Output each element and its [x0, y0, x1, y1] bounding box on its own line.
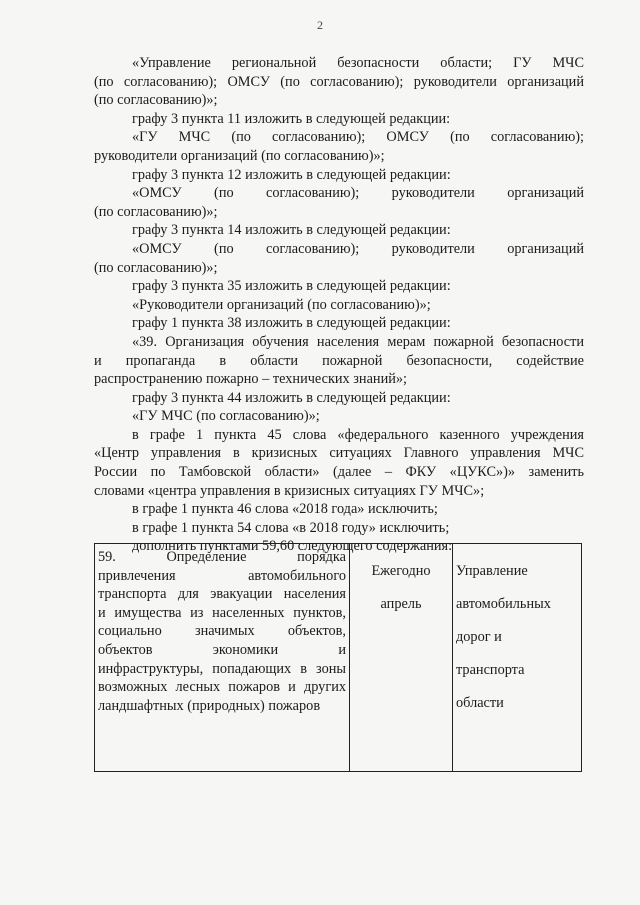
- cell-line: автомобильных: [456, 596, 551, 613]
- paragraph-line: (по согласованию); ОМСУ (по согласованию); руководители организаций: [94, 73, 584, 90]
- paragraph-line: «ОМСУ (по согласованию); руководители организаций: [132, 240, 584, 257]
- table-row: [95, 544, 582, 772]
- paragraph-line: «Центр управления в кризисных ситуациях Главного управления МЧС: [94, 445, 584, 462]
- cell-line: дорог и: [456, 629, 502, 646]
- paragraph-line: графу 1 пункта 38 изложить в следующей редакции:: [132, 315, 451, 332]
- cell-line: транспорта: [456, 661, 525, 678]
- paragraph-line: словами «центра управления в кризисных ситуациях ГУ МЧС»;: [94, 482, 485, 499]
- document-body: [94, 54, 584, 556]
- paragraph-line: (по согласованию)»;: [94, 92, 218, 109]
- paragraph-line: «39. Организация обучения населения мерам пожарной безопасности: [132, 333, 584, 350]
- paragraph-line: графу 3 пункта 44 изложить в следующей редакции:: [132, 389, 451, 406]
- paragraph-line: распространению пожарно – технических знаний»;: [94, 371, 408, 388]
- table-cell-description: [95, 544, 350, 772]
- cell-line: и имущества из населенных пунктов,: [98, 604, 346, 621]
- cell-line: возможных лесных пожаров и других: [98, 679, 346, 696]
- paragraph-line: в графе 1 пункта 46 слова «2018 года» исключить;: [132, 501, 438, 518]
- amendment-table: [94, 543, 582, 772]
- table-cell-responsible: [453, 544, 582, 772]
- cell-line: 59. Определение порядка: [98, 549, 346, 565]
- paragraph-line: России по Тамбовской области» (далее – ФКУ «ЦУКС»)» заменить: [94, 464, 584, 481]
- paragraph-line: графу 3 пункта 11 изложить в следующей редакции:: [132, 110, 451, 127]
- cell-line: Управление: [456, 563, 528, 580]
- table-cell-deadline: [350, 544, 453, 772]
- paragraph-line: «Управление региональной безопасности области; ГУ МЧС: [132, 55, 584, 71]
- cell-line: объектов экономики и: [98, 641, 346, 658]
- cell-line: транспорта для эвакуации населения: [98, 586, 346, 603]
- cell-line: инфраструктуры, попадающих в зоны: [98, 660, 346, 677]
- paragraph-line: в графе 1 пункта 54 слова «в 2018 году» исключить;: [132, 519, 450, 536]
- paragraph-line: дополнить пунктами 59,60 следующего содержания:: [132, 538, 453, 555]
- paragraph-line: «Руководители организаций (по согласованию)»;: [132, 296, 431, 313]
- paragraph-line: (по согласованию)»;: [94, 203, 218, 220]
- cell-line: привлечения автомобильного: [98, 567, 346, 584]
- paragraph-line: и пропаганда в области пожарной безопасности, содействие: [94, 352, 584, 369]
- paragraph-line: руководители организаций (по согласованию)»;: [94, 147, 385, 164]
- paragraph-line: в графе 1 пункта 45 слова «федерального казенного учреждения: [132, 426, 584, 443]
- cell-line: ландшафтных (природных) пожаров: [98, 697, 321, 714]
- paragraph-line: (по согласованию)»;: [94, 259, 218, 276]
- paragraph-line: «ГУ МЧС (по согласованию)»;: [132, 408, 320, 425]
- cell-line: области: [456, 694, 504, 711]
- paragraph-line: графу 3 пункта 14 изложить в следующей редакции:: [132, 222, 451, 239]
- page-number: 2: [317, 18, 323, 32]
- cell-line: социально значимых объектов,: [98, 623, 346, 640]
- paragraph-line: «ГУ МЧС (по согласованию); ОМСУ (по согласованию);: [132, 129, 584, 146]
- paragraph-line: графу 3 пункта 35 изложить в следующей редакции:: [132, 278, 451, 295]
- cell-line: Ежегодно: [371, 563, 431, 580]
- paragraph-line: «ОМСУ (по согласованию); руководители организаций: [132, 185, 584, 202]
- cell-line: апрель: [380, 596, 422, 613]
- paragraph-line: графу 3 пункта 12 изложить в следующей редакции:: [132, 166, 451, 183]
